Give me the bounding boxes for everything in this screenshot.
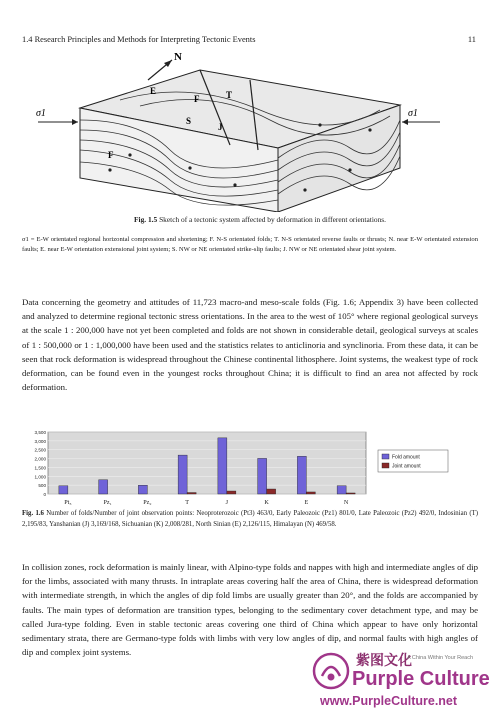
chart-svg [28,428,473,508]
legend-label: Joint amount [392,463,421,470]
y-tick-label: 3,000 [34,438,46,444]
x-tick-label: T [185,499,190,506]
tectonic-block-diagram [20,50,440,212]
sigma-right-label: σ1 [408,108,418,119]
figure-1-5-label: Fig. 1.5 [134,215,158,224]
x-tick-label: K [264,499,269,506]
bar-fold-pt3 [59,486,68,494]
x-tick-label: Pz₂ [143,499,152,506]
page-number: 11 [467,35,476,44]
x-tick-label: N [343,499,349,506]
figure-1-5-caption [80,215,440,224]
body-paragraph-2: In collision zones, rock deformation is mainly linear, with Alpino-type folds and nappes with high and intermediate angles of dip for the limbs, associated with many thrusts. In intraplate areas covering half the area of China, there is widespread deformation with intermediate strength, in which the angles of dip fold limbs are usually greater than 20°, and the folds are accompanied by faults. The main types of deformation are transition types, belonging to the sedimentary cover detachment type, and may be called Jura-type folding. Even in stable tectonic areas covering one third of China which appear to have only horizontal sedimentary strata, there are Germano-type folds with limbs with very low angles of dip, and normal faults with high angles of dip and complex joint systems. [22,562,478,658]
bar-fold-e [297,456,306,494]
bar-fold-pz1 [99,480,108,494]
legend-label: Fold amount [392,454,420,461]
y-tick-label: 500 [38,483,46,489]
figure-1-6-label: Fig. 1.6 [22,510,44,517]
x-tick-label: E [304,499,309,506]
y-tick-label: 3,500 [34,430,46,435]
x-tick-label: Pt₃ [64,499,72,506]
figure-1-5-caption-text: Sketch of a tectonic system affected by deformation in different orientations. [157,215,386,224]
figure-1-5-legend: σ1 = E-W orientated regional horizontal compression and shortening; F. N-S orientated folds; T. N-S orientated reverse faults or thrusts; N. near E-W orientated extension faults; E. near E-W orientation extensional joint system; S. NW or NE orientated strike-slip faults; J. NW or NE orientated shear joint system. [22,236,478,254]
y-tick-label: 0 [43,492,46,497]
y-tick-label: 1,000 [34,474,46,480]
label-e: E [150,86,157,96]
y-tick-label: 1,500 [34,465,46,471]
label-f-top: F [194,94,200,104]
running-head [22,35,476,47]
bar-joint-j [227,491,236,494]
bar-fold-n [337,486,346,494]
bar-joint-k [267,489,276,494]
bar-joint-e [306,492,315,494]
figure-1-6-caption [22,508,478,530]
bar-fold-pz2 [138,485,147,494]
label-s: S [186,116,192,126]
bar-joint-n [346,493,355,494]
bar-joint-t [187,493,196,494]
bar-fold-j [218,438,227,494]
north-label: N [174,51,182,63]
y-tick-label: 2,000 [34,456,46,462]
running-head-title: 1.4 Research Principles and Methods for Interpreting Tectonic Events [22,35,256,44]
watermark-brand: Purple Culture [352,668,490,690]
label-j: J [218,122,223,132]
sigma-left-label: σ1 [36,108,46,119]
watermark-tagline: A China Within Your Reach [407,655,474,661]
fold-joint-bar-chart [28,428,473,508]
body-paragraph-1: Data concerning the geometry and attitudes of 11,723 macro-and meso-scale folds (Fig. 1.6; Appendix 3) have been collected and analyzed to determine regional tectonic stress orientations. In the area to the west of 105° where regional geological surveys at the scale 1 : 200,000 have not yet been completed and folds are not shown in considerable detail, geological surveys at scales of 1 : 500,000 or 1 : 1,000,000 have been used and the statistics relates to anticlinoria and synclinoria. From these data, it can be seen that rock deformation is widespread throughout the Chinese continental lithosphere. Joint systems, the weakest type of rock deformation, can be found even in the youngest rocks throughout China; it is difficult to find an area not affected by rock deformation. [22,297,478,393]
legend-swatch [382,454,389,459]
y-tick-label: 2,500 [34,447,46,453]
figure-1-6-caption-text: Number of folds/Number of joint observation points: Neoproterozoic (Pt3) 463/0, Early Paleozoic (Pz1) 801/0, Late Paleozoic (Pz2) 492/0, Indosinian (T) 2,195/83, Yanshanian (J) 3,169/168, Sichuanian (K) 2,008/281, North Sinian (E) 2,126/115, Himalayan (N) 469/58. [22,510,479,528]
label-f-front: F [108,150,114,160]
watermark-chinese: 紫图文化 [356,653,412,669]
x-tick-label: Pz₁ [103,499,112,506]
legend-swatch [382,463,389,468]
label-t: T [226,90,233,100]
bar-fold-k [258,458,267,494]
watermark-url: www.PurpleCulture.net [320,694,458,708]
plot-area [48,432,366,494]
purple-culture-watermark [312,648,492,718]
x-tick-label: J [225,499,229,506]
purple-culture-logo-icon [312,652,350,690]
bar-fold-t [178,455,187,494]
